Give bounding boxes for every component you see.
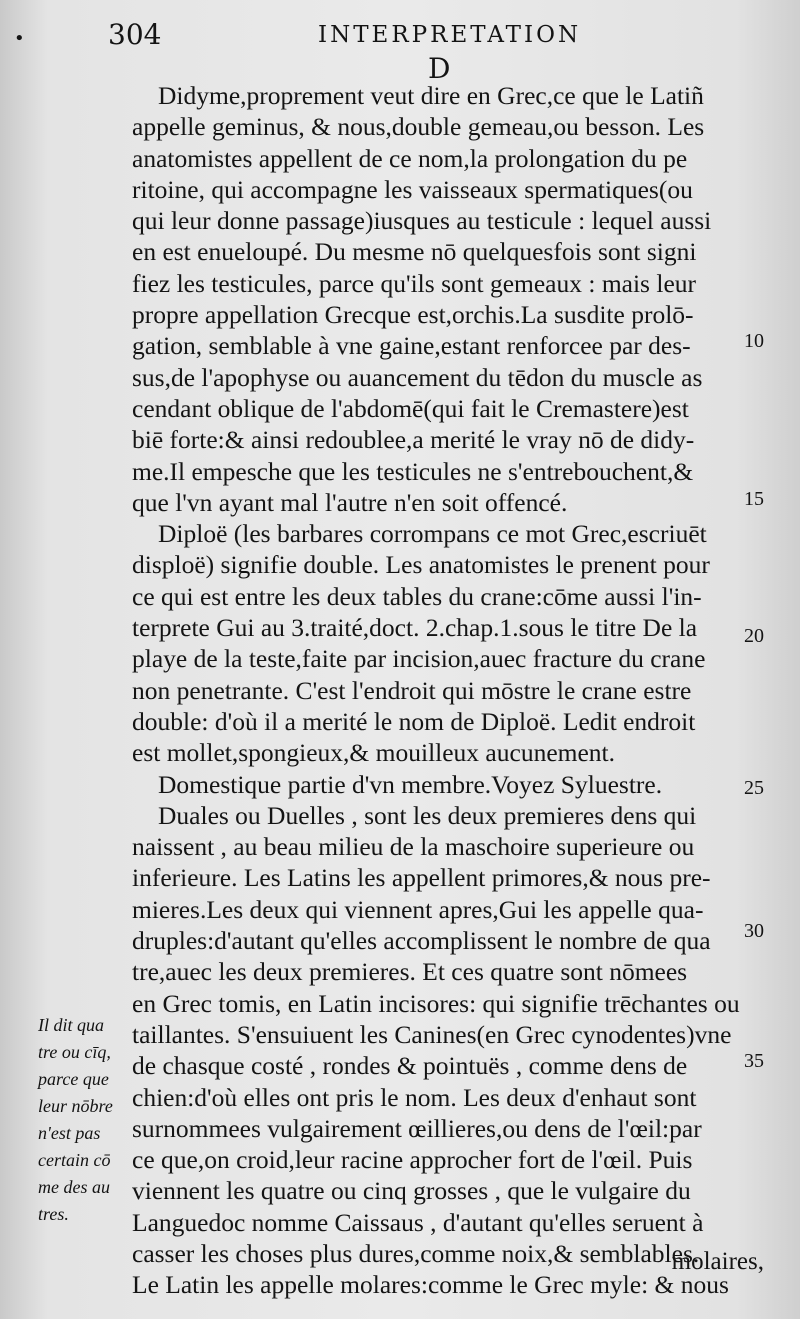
text-line: gation, semblable à vne gaine,estant renforcee par des- xyxy=(132,331,691,361)
text-line: est mollet,spongieux,& mouilleux aucunement. xyxy=(132,738,615,768)
text-line: druples:d'autant qu'elles accomplissent le nombre de qua xyxy=(132,926,711,956)
running-title: INTERPRETATION xyxy=(318,22,582,48)
text-line: double: d'où il a merité le nom de Diploë. Ledit endroit xyxy=(132,706,696,736)
body-text xyxy=(132,80,772,1301)
text-line: chien:d'où elles ont pris le nom. Les deux d'enhaut sont xyxy=(132,1082,697,1112)
page-number: 304 xyxy=(108,18,162,51)
text-line: que l'vn ayant mal l'autre n'en soit offencé. xyxy=(132,487,568,517)
text-line: ce que,on croid,leur racine approcher fort de l'œil. Puis xyxy=(132,1145,693,1175)
text-line: Duales ou Duelles , sont les deux premieres dens qui xyxy=(158,800,697,830)
line-number: 15 xyxy=(744,488,764,510)
text-line: me.Il empesche que les testicules ne s'entrebouchent,& xyxy=(132,456,694,486)
marginal-note-line: certain cō xyxy=(38,1150,111,1170)
text-line: tre,auec les deux premieres. Et ces quatre sont nōmees xyxy=(132,957,688,987)
page-header xyxy=(0,18,800,58)
text-line: casser les choses plus dures,comme noix,& semblables. xyxy=(132,1238,700,1268)
line-number: 35 xyxy=(744,1050,764,1072)
marginal-note-line: n'est pas xyxy=(38,1123,101,1143)
marginal-note-line: parce que xyxy=(38,1069,109,1089)
text-line: ritoine, qui accompagne les vaisseaux spermatiques(ou xyxy=(132,174,693,204)
marginal-note xyxy=(38,1012,148,1228)
text-line: sus,de l'apophyse ou auancement du tēdon du muscle as xyxy=(132,362,703,392)
section-letter: D xyxy=(428,52,451,85)
text-line: non penetrante. C'est l'endroit qui mōstre le crane estre xyxy=(132,675,692,705)
text-line: Didyme,proprement veut dire en Grec,ce que le Latiñ xyxy=(158,81,704,110)
text-line: mieres.Les deux qui viennent apres,Gui les appelle qua- xyxy=(132,894,704,924)
text-line: viennent les quatre ou cinq grosses , que le vulgaire du xyxy=(132,1176,691,1206)
text-line: propre appellation Grecque est,orchis.La susdite prolō- xyxy=(132,300,694,330)
text-line: inferieure. Les Latins les appellent primores,& nous pre- xyxy=(132,863,711,893)
text-line: anatomistes appellent de ce nom,la prolongation du pe xyxy=(132,143,688,173)
marginal-note-line: Il dit qua xyxy=(38,1015,104,1035)
text-line: surnommees vulgairement œillieres,ou dens de l'œil:par xyxy=(132,1113,702,1143)
marginal-note-line: me des au xyxy=(38,1177,110,1197)
text-line: appelle geminus, & nous,double gemeau,ou besson. Les xyxy=(132,112,705,142)
line-number: 10 xyxy=(744,330,764,352)
line-number: 25 xyxy=(744,777,764,799)
marginal-note-line: leur nōbre xyxy=(38,1096,113,1116)
line-number: 30 xyxy=(744,920,764,942)
text-line: fiez les testicules, parce qu'ils sont gemeaux : mais leur xyxy=(132,268,697,298)
marginal-note-line: tre ou cīq, xyxy=(38,1042,111,1062)
line-number: 20 xyxy=(744,625,764,647)
text-line: Languedoc nomme Caissaus , d'autant qu'elles seruent à xyxy=(132,1207,704,1237)
ink-dot: • xyxy=(14,28,25,49)
text-line: disploë) signifie double. Les anatomistes le prenent pour xyxy=(132,550,710,580)
text-line: qui leur donne passage)iusques au testicule : lequel aussi xyxy=(132,206,712,236)
text-line: playe de la teste,faite par incision,auec fracture du crane xyxy=(132,644,706,674)
text-line: de chasque costé , rondes & pointuës , comme dens de xyxy=(132,1051,688,1081)
text-line: terprete Gui au 3.traité,doct. 2.chap.1.sous le titre De la xyxy=(132,613,698,643)
text-line: ce qui est entre les deux tables du crane:cōme aussi l'in- xyxy=(132,581,702,611)
marginal-note-line: tres. xyxy=(38,1204,69,1224)
text-line: Le Latin les appelle molares:comme le Grec myle: & nous xyxy=(132,1270,729,1300)
catchword: molaires, xyxy=(671,1248,764,1275)
text-line: cendant oblique de l'abdomē(qui fait le Cremastere)est xyxy=(132,393,689,423)
text-line: Diploë (les barbares corrompans ce mot Grec,escriuēt xyxy=(158,519,707,549)
text-line: biē forte:& ainsi redoublee,a merité le vray nō de didy- xyxy=(132,425,695,455)
text-line: en est enueloupé. Du mesme nō quelquesfois sont signi xyxy=(132,237,697,267)
text-line: Domestique partie d'vn membre.Voyez Syluestre. xyxy=(158,769,663,799)
text-line: naissent , au beau milieu de la maschoire superieure ou xyxy=(132,832,695,862)
text-line: en Grec tomis, en Latin incisores: qui signifie trēchantes ou xyxy=(132,988,740,1018)
text-line: taillantes. S'ensuiuent les Canines(en Grec cynodentes)vne xyxy=(132,1019,732,1049)
